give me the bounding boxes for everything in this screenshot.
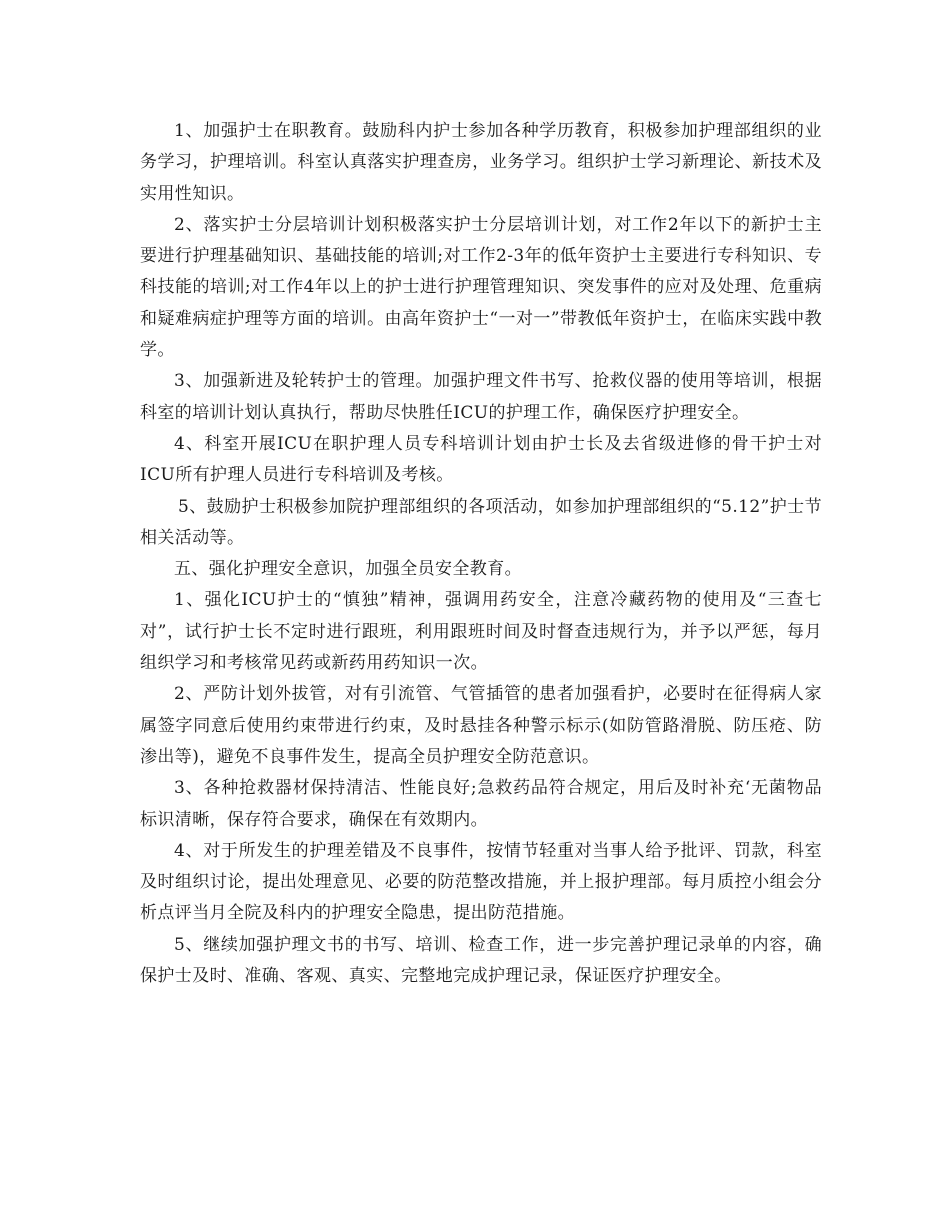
paragraph-training-1: 1、加强护士在职教育。鼓励科内护士参加各种学历教育，积极参加护理部组织的业务学习，护理培训。科室认真落实护理查房，业务学习。组织护士学习新理论、新技术及实用性知识。: [140, 121, 822, 204]
paragraph-training-5: 5、鼓励护士积极参加院护理部组织的各项活动，如参加护理部组织的“5.12”护士节相关活动等。: [140, 496, 822, 548]
paragraph-safety-1: 1、强化ICU护士的“慎独”精神，强调用药安全，注意冷藏药物的使用及“三查七对”，试行护士长不定时进行跟班，利用跟班时间及时督查违规行为，并予以严惩，每月组织学习和考核常见药或新药用药知识一次。: [140, 590, 822, 674]
paragraph-safety-3: 3、各种抢救器材保持清洁、性能良好;急救药品符合规定，用后及时补充‘无菌物品标识清晰，保存符合要求，确保在有效期内。: [140, 778, 822, 830]
paragraph-training-4: 4、科室开展ICU在职护理人员专科培训计划由护士长及去省级进修的骨干护士对ICU所有护理人员进行专科培训及考核。: [140, 433, 822, 486]
section-heading-safety: 五、强化护理安全意识，加强全员安全教育。: [174, 559, 522, 580]
paragraph-training-3: 3、加强新进及轮转护士的管理。加强护理文件书写、抢救仪器的使用等培训，根据科室的培训计划认真执行，帮助尽快胜任ICU的护理工作，确保医疗护理安全。: [140, 371, 822, 423]
paragraph-training-2: 2、落实护士分层培训计划积极落实护士分层培训计划，对工作2年以下的新护士主要进行护理基础知识、基础技能的培训;对工作2-3年的低年资护士主要进行专科知识、专科技能的培训;对工作4年以上的护士进行护理管理知识、突发事件的应对及处理、危重病和疑难病症护理等方面的培训。由高年资护士“一对一”带教低年资护士，在临床实践中教学。: [140, 214, 822, 361]
document-body: [140, 116, 822, 992]
paragraph-safety-4: 4、对于所发生的护理差错及不良事件，按情节轻重对当事人给予批评、罚款，科室及时组织讨论，提出处理意见、必要的防范整改措施，并上报护理部。每月质控小组会分析点评当月全院及科内的护理安全隐患，提出防范措施。: [140, 840, 822, 924]
paragraph-safety-2: 2、严防计划外拔管，对有引流管、气管插管的患者加强看护，必要时在征得病人家属签字同意后使用约束带进行约束，及时悬挂各种警示标示(如防管路滑脱、防压疮、防渗出等)，避免不良事件发生，提高全员护理安全防范意识。: [140, 684, 822, 767]
paragraph-safety-5: 5、继续加强护理文书的书写、培训、检查工作，进一步完善护理记录单的内容，确保护士及时、准确、客观、真实、完整地完成护理记录，保证医疗护理安全。: [140, 934, 822, 987]
